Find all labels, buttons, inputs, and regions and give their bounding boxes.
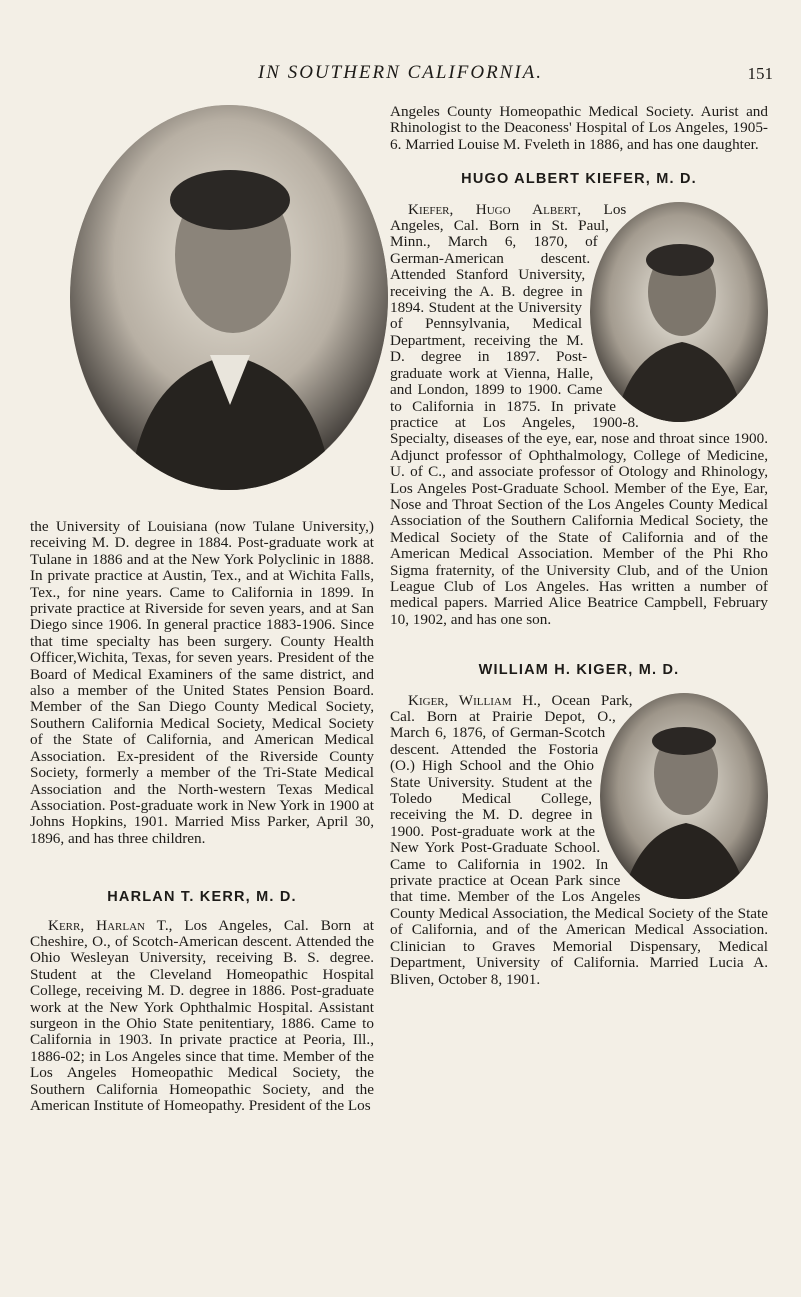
kiefer-heading: HUGO ALBERT KIEFER, M. D.: [461, 171, 697, 188]
kiger-name: Kiger, William H.,: [408, 691, 541, 709]
page-header: [0, 62, 801, 88]
kiefer-name: Kiefer, Hugo Albert,: [408, 200, 582, 218]
running-title: IN SOUTHERN CALIFORNIA.: [257, 62, 544, 83]
right-column: [390, 104, 768, 988]
kiger-heading: WILLIAM H. KIGER, M. D.: [478, 662, 680, 679]
portrait-photo-kiefer: [590, 202, 768, 422]
left-column: [30, 519, 374, 1114]
kerr-bio-continued: Angeles County Homeopathic Medical Society. Aurist and Rhinologist to the Deaconess' Hospital of Los Angeles, 1905-6. Married Louise M. Fveleth in 1886, and has one daughter.: [390, 103, 768, 153]
bio-paragraph-continued: the University of Louisiana (now Tulane University,) receiving M. D. degree in 1884. Post-graduate work at Tulane in 1886 and at the New York Polyclinic in 1888. In private practice at Austin, Tex., and at Wichita Falls, Tex., for nine years. Came to California in 1899. In private practice at Riverside for seven years, and at San Diego since 1906. In general practice 1883-1906. Since that time specialty has been surgery. County Health Officer,Wichita, Texas, for seven years. President of the Board of Medical Examiners of the same district, and also a member of the United States Pension Board. Member of the San Diego County Medical Society, Southern California Medical Society, Medical Society of the State of California, and American Medical Association. Ex-president of the Riverside County Society, formerly a member of the Tri-State Medical Association and the North-western Texas Medical Association. Post-graduate work in New York in 1900 at Johns Hopkins, 1901. Married Miss Parker, April 30, 1896, and has three children.: [30, 518, 374, 847]
portrait-photo-main: [70, 105, 388, 490]
page-number: 151: [747, 64, 773, 83]
kerr-bio-text: Los Angeles, Cal. Born at Cheshire, O., of Scotch-American descent. Attended the Ohio Wesleyan University, receiving B. S. degree. Student at the Cleveland Homeopathic Hospital College, receiving M. D. degree in 1886. Post-graduate work at the New York Ophthalmic Hospital. Assistant surgeon in the Ohio State penitentiary, 1886. Came to California in 1903. In private practice at Peoria, Ill., 1886-02; in Los Angeles since that time. Member of the Los Angeles Homeopathic Medical Society, the Southern California Homeopathic Society, and the American Institute of Homeopathy. President of the Los: [30, 916, 374, 1114]
kiger-bio-text: Ocean Park, Cal. Born at Prairie Depot, O., March 6, 1876, of German-Scotch descent. Attended the Fostoria (O.) High School and the Ohio State University. Student at the Toledo Medical College, receiving the M. D. degree in 1900. Post-graduate work at the New York Post-Graduate School. Came to California in 1902. In private practice at Ocean Park since that time. Member of the Los Angeles County Medical Association, the Medical Society of the State of California, and of the American Medical Association. Clinician to Graves Memorial Dispensary, Medical Department, University of California. Married Lucia A. Bliven, October 8, 1901.: [390, 691, 768, 988]
kerr-heading: HARLAN T. KERR, M. D.: [107, 889, 297, 906]
kerr-name: Kerr, Harlan T.,: [48, 916, 173, 934]
kerr-bio: [30, 918, 374, 1115]
portrait-photo-kiger: [600, 693, 768, 899]
kiefer-bio-text: Los Angeles, Cal. Born in St. Paul, Minn., March 6, 1870, of German-American descent. Attended Stanford University, receiving the A. B. degree in 1894. Student at the University of Pennsylvania, Medical Department, receiving the M. D. degree in 1897. Post-graduate work at Vienna, Halle, and London, 1899 to 1900. Came to California in 1875. In private practice at Los Angeles, 1900-8. Specialty, diseases of the eye, ear, nose and throat since 1900. Adjunct professor of Ophthalmology, College of Medicine, U. of C., and associate professor of Otology and Rhinology, Los Angeles Post-Graduate School. Member of the Eye, Ear, Nose and Throat Section of the Los Angeles County Medical Association of the Southern California Medical Society, the Medical Society of the State of California and of the American Medical Association. Member of the Phi Rho Sigma fraternity, of the University Club, and of the Union League Club of Los Angeles. Has written a number of medical papers. Married Alice Beatrice Campbell, February 10, 1902, and has one son.: [390, 200, 768, 628]
